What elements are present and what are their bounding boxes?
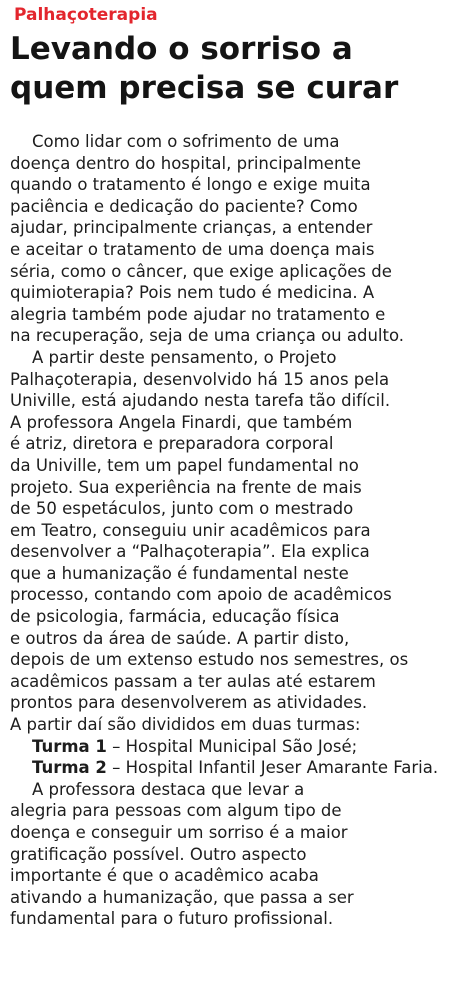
body-line: processo, contando com apoio de acadêmicos [10, 585, 392, 605]
turma-1-text: – Hospital Municipal São José; [106, 736, 358, 756]
turma-2-line [10, 757, 450, 779]
body-line: depois de um extenso estudo nos semestres, os [10, 650, 409, 670]
body-line: A professora destaca que levar a [32, 779, 305, 799]
body-line: A partir daí são divididos em duas turmas: [10, 715, 361, 735]
turma-2-text: – Hospital Infantil Jeser Amarante Faria. [106, 758, 439, 778]
body-line: e aceitar o tratamento de uma doença mais [10, 239, 375, 259]
turma-1-line [10, 736, 450, 758]
body-line: gratificação possível. Outro aspecto [10, 844, 307, 864]
body-line: na recuperação, seja de uma criança ou adulto. [10, 326, 405, 346]
body-line: projeto. Sua experiência na frente de mais [10, 477, 362, 497]
body-line: quimioterapia? Pois nem tudo é medicina. A [10, 283, 375, 303]
headline-line: Levando o sorriso a [10, 31, 353, 67]
headline-line: quem precisa se curar [10, 70, 399, 106]
body-line: em Teatro, conseguiu unir acadêmicos para [10, 520, 371, 540]
body-line: e outros da área de saúde. A partir disto, [10, 628, 350, 648]
body-line: doença e conseguir um sorriso é a maior [10, 823, 348, 842]
body-line: ajudar, principalmente crianças, a entender [10, 218, 373, 238]
body-line: paciência e dedicação do paciente? Como [10, 196, 358, 216]
body-line: fundamental para o futuro profissional. [10, 909, 334, 929]
body-line: A partir deste pensamento, o Projeto [32, 347, 337, 367]
body-line: quando o tratamento é longo e exige muita [10, 175, 371, 195]
body-line: acadêmicos passam a ter aulas até estarem [10, 671, 376, 691]
headline [10, 30, 398, 108]
body-line: de 50 espetáculos, junto com o mestrado [10, 499, 354, 519]
body-line: que a humanização é fundamental neste [10, 563, 349, 583]
body-line: ativando a humanização, que passa a ser [10, 887, 354, 907]
body-line: alegria para pessoas com algum tipo de [10, 801, 342, 821]
body-line: alegria também pode ajudar no tratamento e [10, 304, 386, 324]
body-line: desenvolver a “Palhaçoterapia”. Ela explica [10, 542, 370, 562]
turma-2-label: Turma 2 [32, 758, 107, 778]
body-line: séria, como o câncer, que exige aplicações de [10, 261, 392, 281]
body-line: de psicologia, farmácia, educação física [10, 607, 340, 627]
body-line: Como lidar com o sofrimento de uma [32, 132, 340, 151]
section-label: Palhaçoterapia [14, 5, 158, 25]
body-line: da Univille, tem um papel fundamental no [10, 455, 359, 475]
body-line: prontos para desenvolverem as atividades. [10, 693, 368, 713]
body-line: A professora Angela Finardi, que também [10, 412, 353, 432]
turma-1-label: Turma 1 [32, 736, 107, 756]
body-line: Univille, está ajudando nesta tarefa tão difícil. [10, 391, 391, 411]
body-line: é atriz, diretora e preparadora corporal [10, 434, 334, 454]
body-line: Palhaçoterapia, desenvolvido há 15 anos pela [10, 369, 390, 389]
body-line: doença dentro do hospital, principalmente [10, 153, 362, 173]
body-line: importante é que o acadêmico acaba [10, 866, 319, 886]
article-body [10, 131, 450, 930]
